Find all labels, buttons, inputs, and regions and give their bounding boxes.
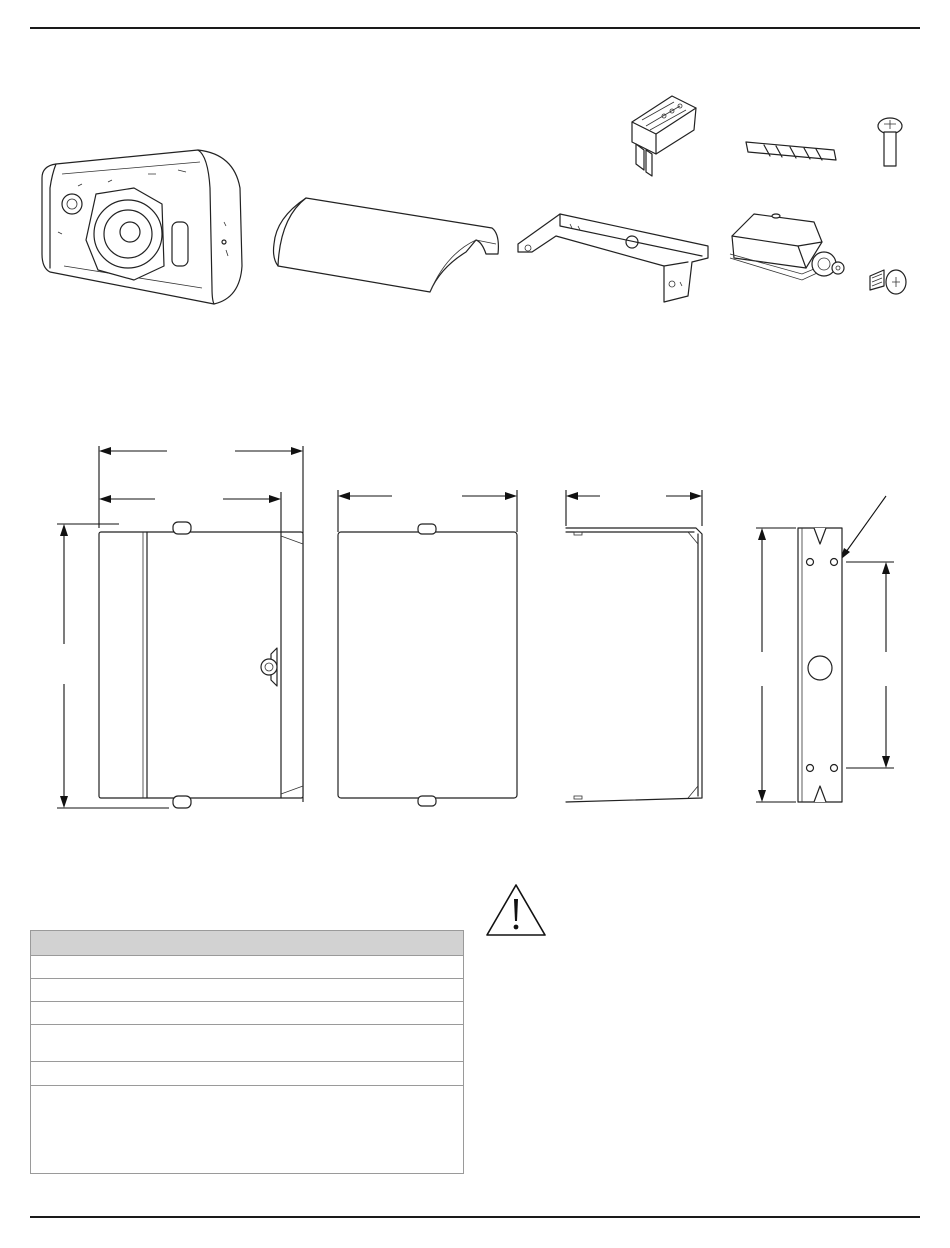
screw-illustration — [866, 262, 910, 302]
table-row — [31, 979, 463, 1002]
table-row — [31, 1025, 463, 1062]
table-row — [31, 1086, 463, 1172]
junction-box-illustration — [726, 208, 844, 300]
front-view-drawing — [330, 486, 530, 816]
table-row — [31, 956, 463, 979]
speaker-illustration — [38, 148, 248, 312]
table-row — [31, 1062, 463, 1086]
spec-table — [30, 930, 464, 1174]
spec-table-header — [31, 931, 463, 956]
side-view-drawing — [55, 440, 315, 816]
cover-illustration — [270, 192, 502, 296]
table-row — [31, 1002, 463, 1025]
bolt-illustration — [874, 116, 906, 170]
bracket-illustration — [512, 204, 718, 304]
logo-badge-illustration — [742, 136, 840, 166]
bracket-front-view-drawing — [752, 492, 902, 812]
warning-triangle-icon — [484, 882, 548, 938]
bottom-rule — [30, 1216, 920, 1218]
top-rule — [30, 27, 920, 29]
bracket-side-view-drawing — [556, 486, 716, 816]
terminal-block-illustration — [624, 92, 700, 178]
